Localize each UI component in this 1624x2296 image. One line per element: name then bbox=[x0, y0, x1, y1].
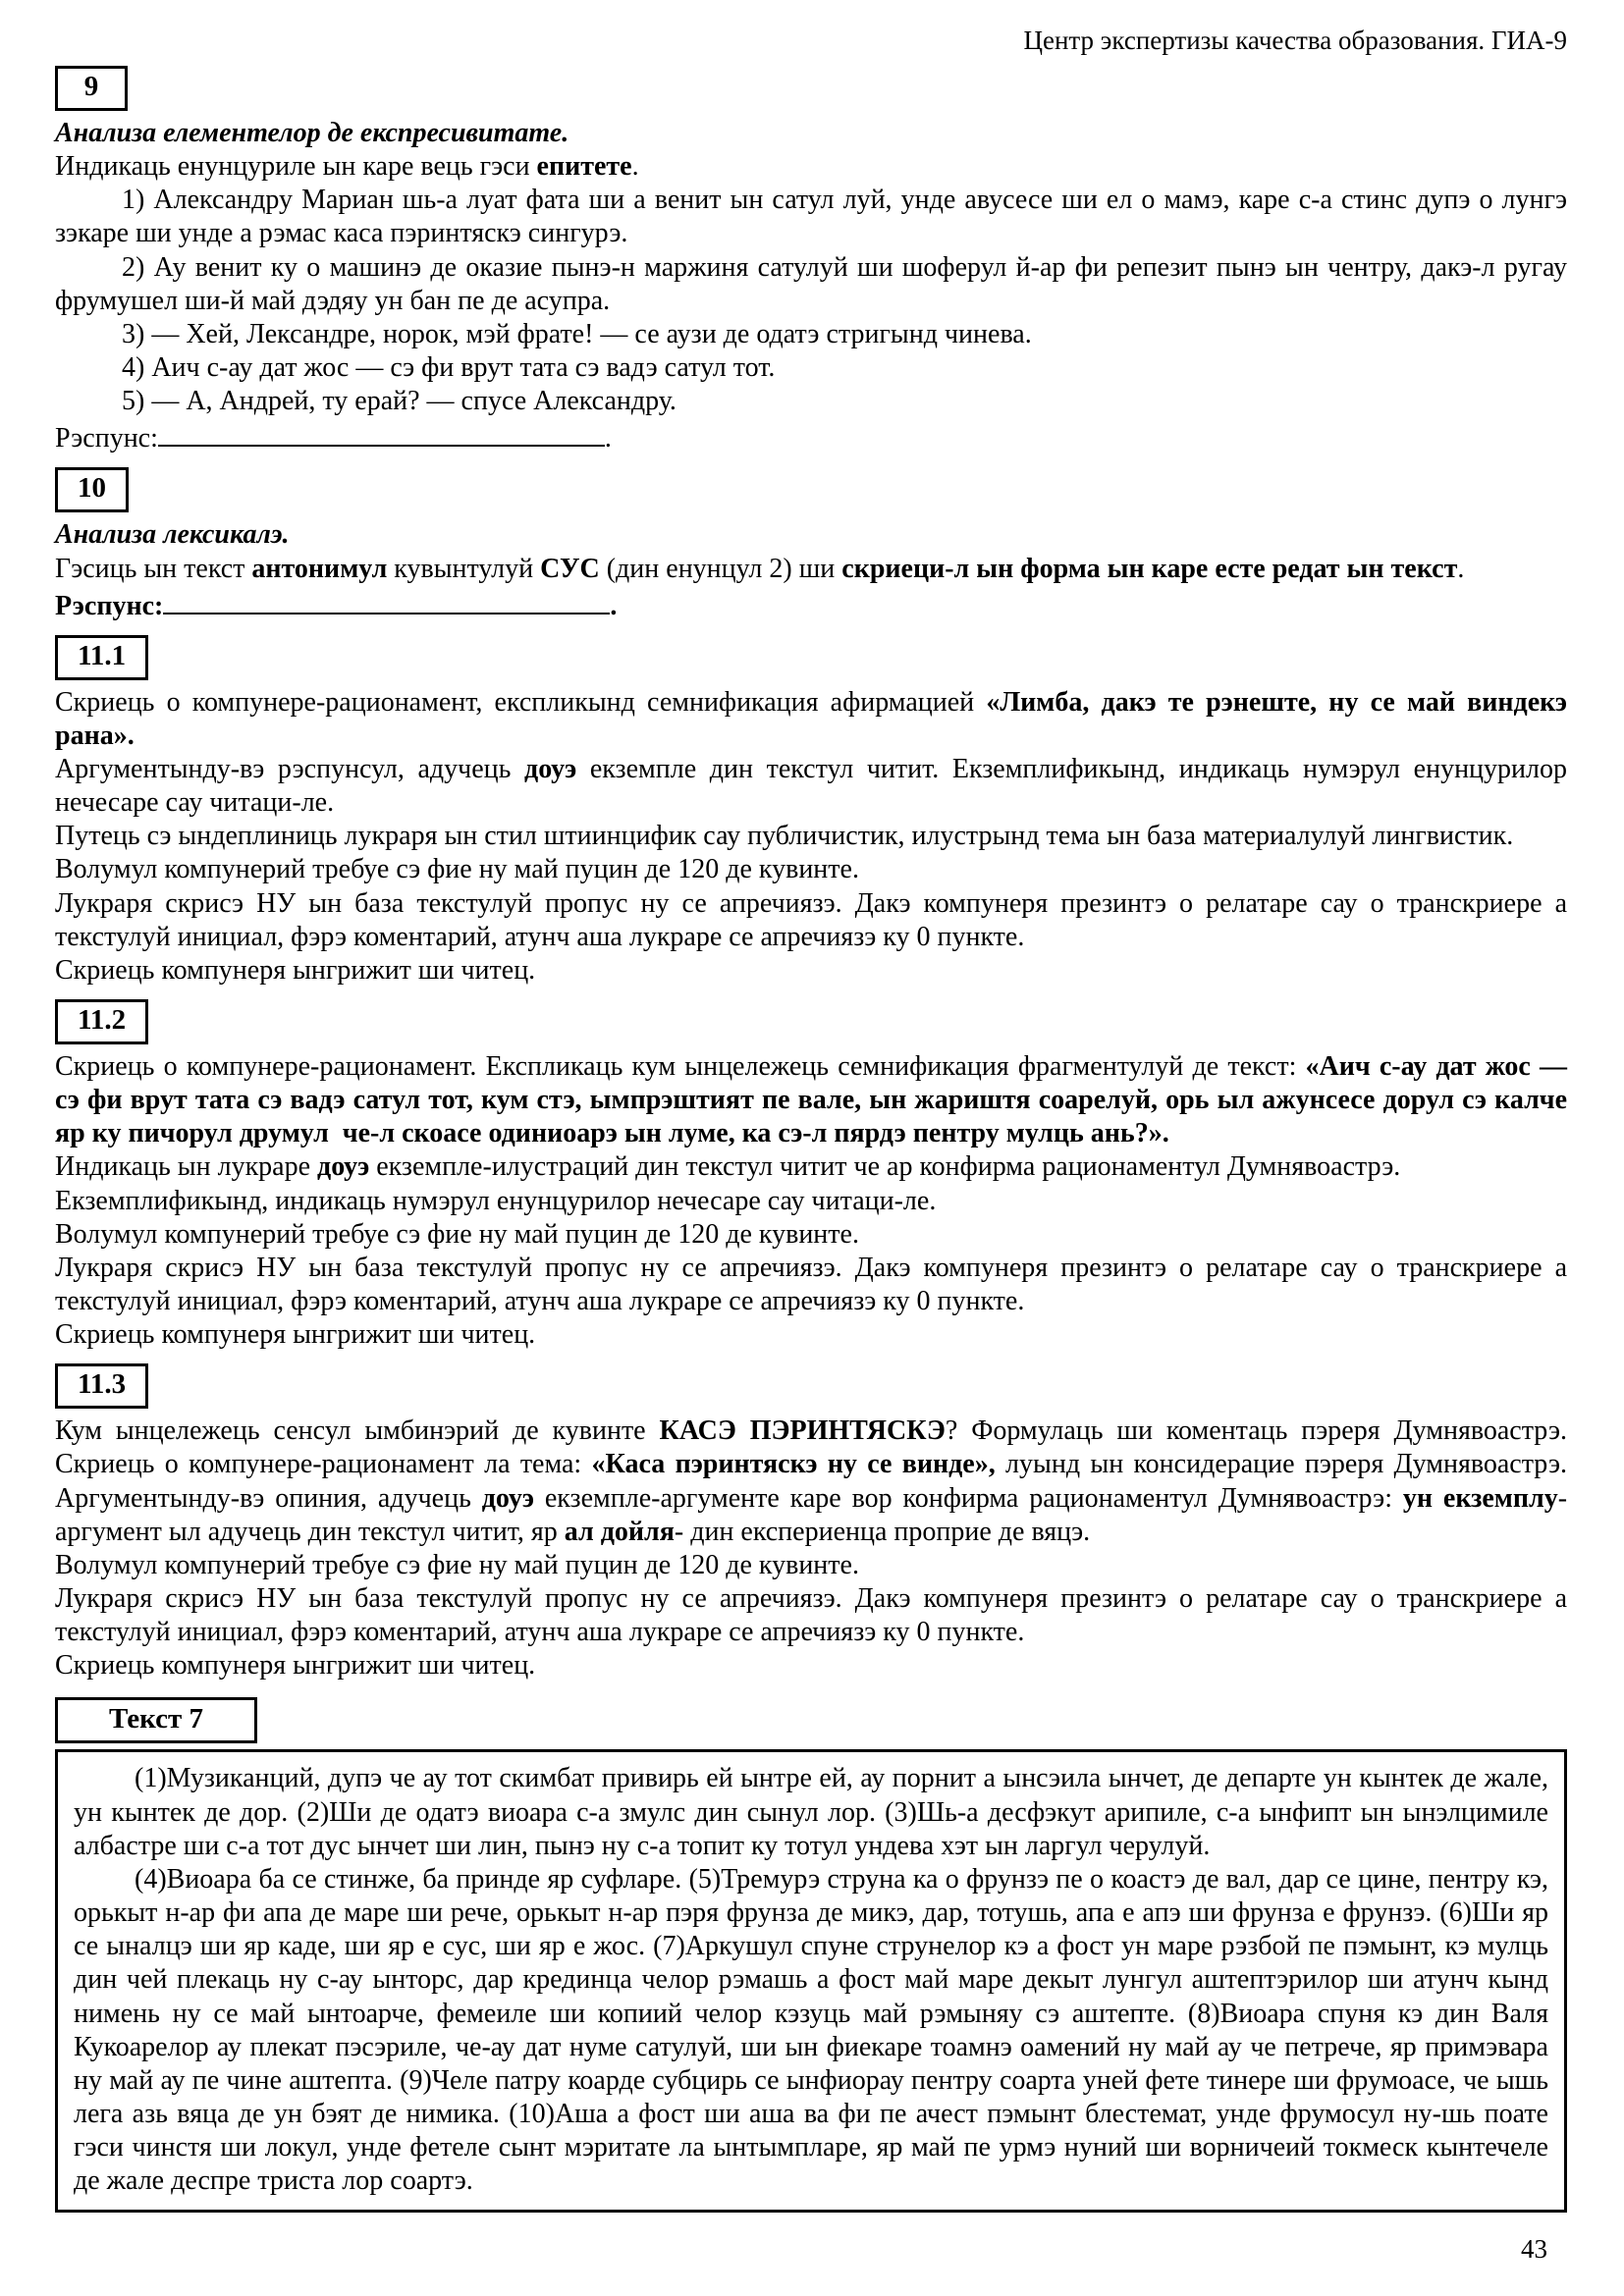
task-10-answer-blank bbox=[163, 589, 610, 614]
text-7-section bbox=[55, 1687, 1567, 2214]
task-9-item-2: 2) Ау венит ку о машинэ де оказие пынэ-н маржиня сатулуй ши шоферул й-ар фи репезит пынэ ын чентру, дакэ-л ругау фрумушел ши-й май дэдяу ун бан пе де асупра. bbox=[55, 251, 1567, 316]
task-11-2-paragraph-6: Скриець компунеря ынгрижит ши читец. bbox=[55, 1319, 536, 1351]
task-10-body: Гэсиць ын текст антонимул кувынтулуй СУС (дин енунцул 2) ши скриеци-л ын форма ын каре есте редат ын текст. bbox=[55, 553, 1465, 584]
task-11-1-number-box: 11.1 bbox=[55, 635, 148, 680]
text-7-label-box: Текст 7 bbox=[55, 1697, 257, 1744]
task-11-3-paragraph-3: Лукраря скрисэ НУ ын база текстулуй пропус ну се апречиязэ. Дакэ компунеря презинтэ о релатаре сау о транскриере а текстулуй инициал, фэрэ коментарий, атунч аша лукраре се апречиязэ ку 0 пункте. bbox=[55, 1583, 1567, 1648]
task-10-answer-label: Рэспунс: bbox=[55, 590, 164, 621]
task-11-2-paragraph-1: Скриець о компунере-рационамент. Експликаць кум ынцележець семнификация фрагментулуй де текст: «Аич с-ау дат жос — сэ фи врут тата сэ вадэ сатул тот, кум стэ, ымпрэштият пе вале, ын жариштя соарелуй, орь ыл ажунсесе дорул сэ калче яр ку пичорул друмул че-л скоасе одиниоарэ ын луме, ка сэ-л пярдэ пентру мулць ань?». bbox=[55, 1051, 1567, 1149]
task-9-intro: Индикаць енунцуриле ын каре вець гэси епитете. bbox=[55, 151, 639, 183]
task-9-answer-period: . bbox=[604, 423, 612, 454]
task-11-1-paragraph-2: Аргументынду-вэ рэспунсул, адучець доуэ екземпле дин текстул читит. Екземплификынд, индикаць нумэрул енунцурилор нечесаре сау читаци-ле. bbox=[55, 754, 1567, 819]
task-11-2-paragraph-5: Лукраря скрисэ НУ ын база текстулуй пропус ну се апречиязэ. Дакэ компунеря презинтэ о релатаре сау о транскриере а текстулуй инициал, фэрэ коментарий, атунч аша лукраре се апречиязэ ку 0 пункте. bbox=[55, 1252, 1567, 1317]
task-9-item-5: 5) — А, Андрей, ту ерай? — спусе Александру. bbox=[122, 386, 677, 417]
task-10-title: Анализа лексикалэ. bbox=[55, 519, 290, 551]
page-header: Центр экспертизы качества образования. ГИА-9 bbox=[1023, 26, 1567, 55]
task-11-3-section bbox=[55, 1356, 1567, 1682]
task-9-answer-line bbox=[55, 421, 1567, 455]
task-11-2-section bbox=[55, 991, 1567, 1352]
task-10-section bbox=[55, 459, 1567, 622]
task-11-1-section bbox=[55, 627, 1567, 988]
task-9-number-box: 9 bbox=[55, 66, 128, 111]
text-7-paragraph-2: (4)Виоара ба се стинже, ба принде яр суфларе. (5)Тремурэ струна ка о фрунзэ пе о коастэ де вал, дар се цине, пентру кэ, орькыт н-ар фи апа де маре ши рече, орькыт н-ар пэря фрунза де микэ, дар, тотушь, апа е апэ ши фрунза е фрунзэ. (6)Ши яр се ыналцэ ши яр каде, ши яр е сус, ши яр е жос. (7)Аркушул спуне струнелор кэ а фост ун маре рэзбой пе пэмынт, кэ мулць дин чей плекаць ну с-ау ынторс, дар крединца челор рэмашь а фост май маре декыт лунгул аштептэрилор ши атунч кынд нимень ну се май ынтоарче, фемеиле ши копиий челор кэзуць май рэмыняу сэ аштепте. (8)Виоара спуня кэ дин Валя Кукоарелор ау плекат пэсэриле, че-ау дат нуме сатулуй, ши ын фиекаре тоамнэ оамений ну май ау че петрече, яр примэвара ну май ау пе чине аштепта. (9)Челе патру коарде субцирь се ынфиорау пентру соарта уней фете тинере ши фрумоасе, че ышь лега азь вяца де ун бэят де нимика. (10)Аша а фост ши аша ва фи пе ачест пэмынт блестемат, унде фрумосул ну-шь поате гэси чинстя ши локул, унде фетеле сынт мэритате ла ынтымпларе, яр май пе урмэ нуний ши ворничеий токмеск кынтечеле де жале деспре триста лор соартэ. bbox=[74, 1863, 1548, 2197]
task-11-3-paragraph-1: Кум ынцележець сенсул ымбинэрий де кувинте КАСЭ ПЭРИНТЯСКЭ? Формулаць ши коментаць пэреря Думнявоастрэ. Скриець о компунере-рационамент ла тема: «Каса пэринтяскэ ну се винде», луынд ын консидерацие пэреря Думнявоастрэ. Аргументынду-вэ опиния, адучець доуэ екземпле-аргументе каре вор конфирма рационаментул Думнявоастрэ: ун екземплу-аргумент ыл адучець дин текстул читит, яр ал дойля- дин експериенца проприе де вяцэ. bbox=[55, 1415, 1568, 1547]
task-9-answer-label: Рэспунс: bbox=[55, 423, 158, 454]
task-11-2-paragraph-4: Волумул компунерий требуе сэ фие ну май пуцин де 120 де кувинте. bbox=[55, 1218, 859, 1250]
task-11-3-paragraph-4: Скриець компунеря ынгрижит ши читец. bbox=[55, 1650, 536, 1682]
page-number: 43 bbox=[1521, 2234, 1547, 2264]
task-11-1-paragraph-5: Лукраря скрисэ НУ ын база текстулуй пропус ну се апречиязэ. Дакэ компунеря презинтэ о релатаре сау о транскриере а текстулуй инициал, фэрэ коментарий, атунч аша лукраре се апречиязэ ку 0 пункте. bbox=[55, 887, 1567, 952]
task-9-answer-blank bbox=[158, 421, 605, 447]
task-9-item-4: 4) Аич с-ау дат жос — сэ фи врут тата сэ вадэ сатул тот. bbox=[122, 351, 776, 383]
task-11-2-paragraph-3: Екземплификынд, индикаць нумэрул енунцурилор нечесаре сау читаци-ле. bbox=[55, 1185, 937, 1216]
task-11-1-paragraph-3: Путець сэ ындеплиниць лукраря ын стил штиинцифик сау публичистик, илустрынд тема ын база материалулуй лингвистик. bbox=[55, 821, 1514, 852]
task-9-item-1: 1) Александру Мариан шь-а луат фата ши а венит ын сатул луй, унде авусесе ши ел о мамэ, каре с-а стинс дупэ о лунгэ зэкаре ши унде а рэмас каса пэринтяскэ сингурэ. bbox=[55, 185, 1567, 249]
task-11-1-paragraph-6: Скриець компунеря ынгрижит ши читец. bbox=[55, 954, 536, 986]
task-11-1-paragraph-1: Скриець о компунере-рационамент, експликынд семнификация афирмацией «Лимба, дакэ те рэнеште, ну се май виндекэ рана». bbox=[55, 686, 1567, 751]
task-11-3-number-box: 11.3 bbox=[55, 1363, 148, 1409]
text-7-reading-box bbox=[55, 1749, 1567, 2213]
task-11-3-paragraph-2: Волумул компунерий требуе сэ фие ну май пуцин де 120 де кувинте. bbox=[55, 1549, 859, 1580]
task-11-1-paragraph-4: Волумул компунерий требуе сэ фие ну май пуцин де 120 де кувинте. bbox=[55, 854, 859, 885]
task-11-2-paragraph-2: Индикаць ын лукраре доуэ екземпле-илустраций дин текстул читит че ар конфирма рационаментул Думнявоастрэ. bbox=[55, 1151, 1401, 1183]
text-7-paragraph-1: (1)Музиканций, дупэ че ау тот скимбат привирь ей ынтре ей, ау порнит а ынсэила ынчет, де департе ун кынтек де жале, ун кынтек де дор. (2)Ши де одатэ виоара с-а змулс дин сынул лор. (3)Шь-а десфэкут арипиле, с-а ынфипт ын ынэлцимиле албастре ши с-а тот дус ынчет ши лин, пынэ ну с-а топит ку тотул ундева хэт ын ларгул черулуй. bbox=[74, 1763, 1548, 1861]
task-10-number-box: 10 bbox=[55, 467, 129, 512]
task-9-item-3: 3) — Хей, Лександре, норок, мэй фрате! — се аузи де одатэ стригынд чинева. bbox=[122, 318, 1032, 349]
task-9-title: Анализа елементелор де експресивитате. bbox=[55, 117, 569, 148]
task-9-section bbox=[55, 58, 1567, 455]
task-10-answer-line bbox=[55, 589, 1567, 623]
task-11-2-number-box: 11.2 bbox=[55, 999, 148, 1044]
task-10-answer-period: . bbox=[610, 590, 618, 621]
